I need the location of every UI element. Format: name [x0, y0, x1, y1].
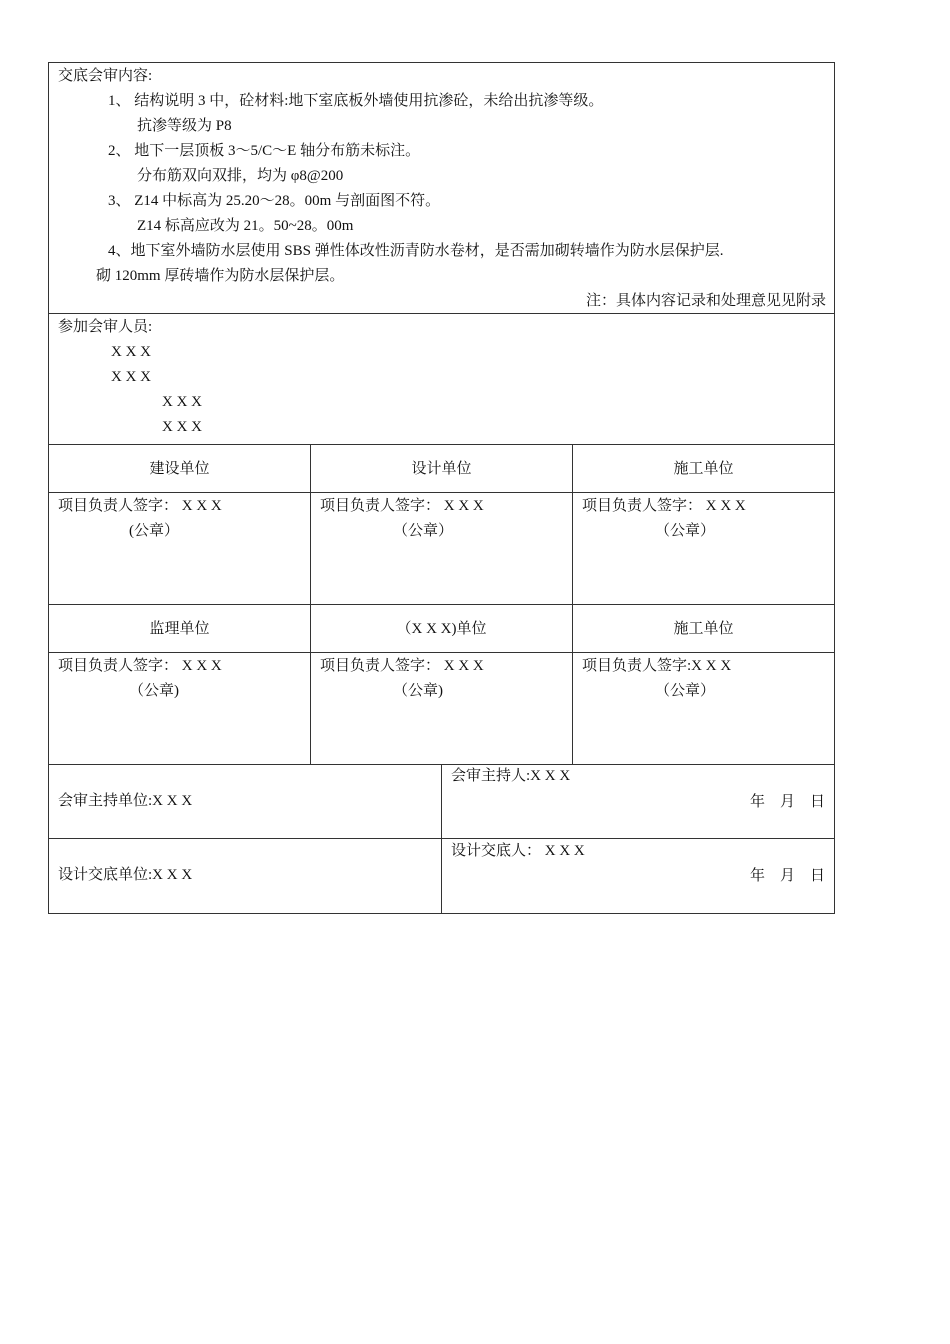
host-person-cell — [442, 765, 834, 839]
host-unit: 会审主持单位:X X X — [58, 793, 193, 809]
signature-line: 项目负责人签字： X X X — [58, 498, 222, 514]
attendee-name: X X X — [111, 344, 151, 360]
signature-line: 项目负责人签字： X X X — [582, 498, 746, 514]
seal-label: （公章） — [655, 683, 716, 699]
attendee-name: X X X — [162, 394, 202, 410]
disclosure-item: 3、 Z14 中标高为 25.20～28。00m 与剖面图不符。 — [108, 193, 441, 209]
unit-header: （X X X)单位 — [311, 605, 573, 653]
disclosure-section — [48, 62, 835, 313]
review-form — [48, 62, 835, 914]
design-unit: 设计交底单位:X X X — [58, 867, 193, 883]
design-unit-cell — [49, 839, 442, 913]
design-person: 设计交底人： X X X — [451, 843, 585, 859]
signature-cell — [311, 653, 573, 765]
unit-header: 设计单位 — [311, 445, 573, 493]
signature-cell — [49, 493, 311, 605]
seal-label: （公章) — [129, 683, 179, 699]
unit-header: 施工单位 — [573, 445, 834, 493]
disclosure-heading: 交底会审内容: — [58, 68, 153, 84]
disclosure-item: 4、地下室外墙防水层使用 SBS 弹性体改性沥青防水卷材，是否需加砌转墙作为防水层保护层. — [108, 243, 724, 259]
unit-header: 施工单位 — [573, 605, 834, 653]
signature-line: 项目负责人签字： X X X — [58, 658, 222, 674]
disclosure-note: 注：具体内容记录和处理意见见附录 — [585, 293, 826, 309]
signature-cell — [573, 493, 834, 605]
signature-line: 项目负责人签字： X X X — [320, 658, 484, 674]
attendees-section — [48, 313, 835, 444]
host-date: 年 月 日 — [749, 794, 825, 810]
attendee-name: X X X — [162, 419, 202, 435]
signature-line: 项目负责人签字:X X X — [582, 658, 732, 674]
unit-header: 监理单位 — [49, 605, 311, 653]
design-person-cell — [442, 839, 834, 913]
design-date: 年 月 日 — [749, 868, 825, 884]
disclosure-item: 抗渗等级为 P8 — [137, 118, 232, 134]
host-person: 会审主持人:X X X — [451, 768, 571, 784]
seal-label: (公章） — [129, 523, 179, 539]
units-grid — [48, 444, 835, 765]
seal-label: （公章) — [393, 683, 443, 699]
host-design-section — [48, 765, 835, 914]
signature-cell — [573, 653, 834, 765]
unit-header: 建设单位 — [49, 445, 311, 493]
disclosure-item: Z14 标高应改为 21。50~28。00m — [137, 218, 354, 234]
disclosure-item: 2、 地下一层顶板 3～5/C～E 轴分布筋未标注。 — [108, 143, 421, 159]
attendee-name: X X X — [111, 369, 151, 385]
disclosure-item: 1、 结构说明 3 中，砼材料:地下室底板外墙使用抗渗砼，未给出抗渗等级。 — [108, 93, 604, 109]
signature-cell — [49, 653, 311, 765]
disclosure-item: 砌 120mm 厚砖墙作为防水层保护层。 — [96, 268, 345, 284]
seal-label: （公章） — [393, 523, 454, 539]
signature-cell — [311, 493, 573, 605]
signature-line: 项目负责人签字： X X X — [320, 498, 484, 514]
attendees-heading: 参加会审人员: — [58, 319, 153, 335]
seal-label: （公章） — [655, 523, 716, 539]
host-unit-cell — [49, 765, 442, 839]
disclosure-item: 分布筋双向双排，均为 φ8@200 — [137, 168, 344, 184]
